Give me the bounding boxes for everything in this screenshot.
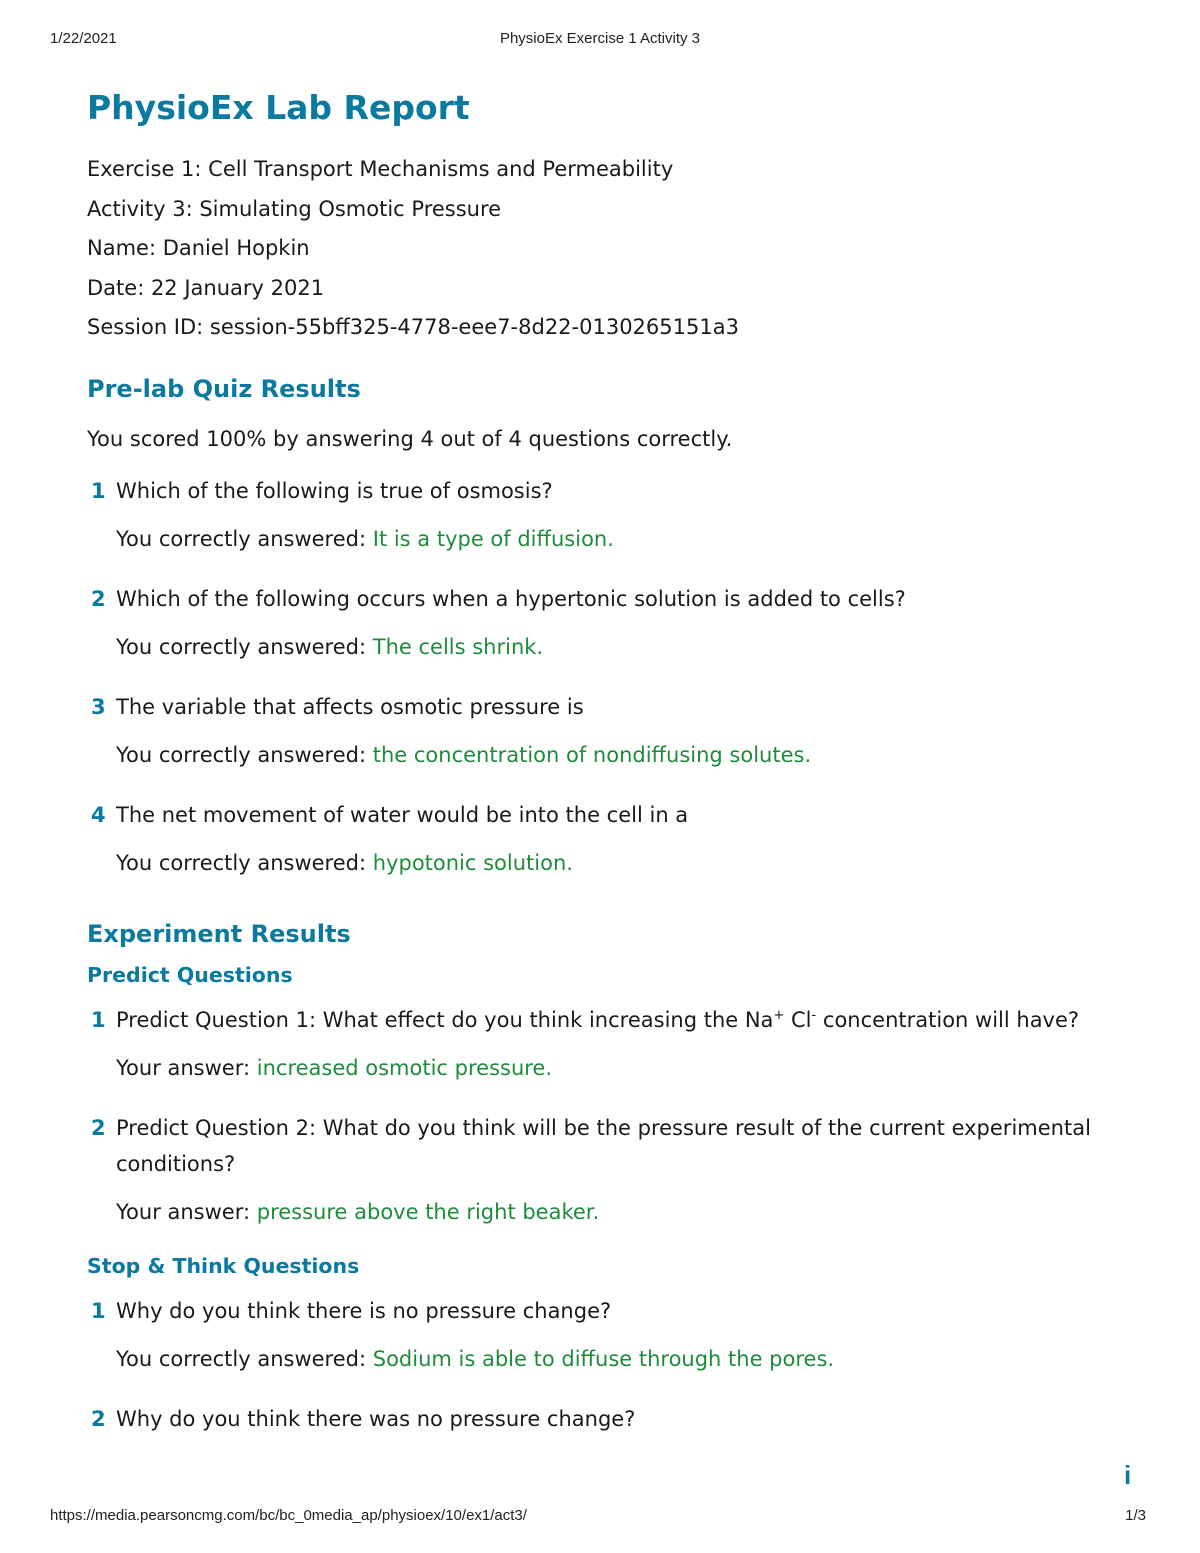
question-number: 1 xyxy=(91,1298,106,1323)
question-number: 2 xyxy=(91,1115,106,1140)
question-text: The variable that affects osmotic pressure is xyxy=(116,694,584,719)
answer-prefix: Your answer: xyxy=(116,1199,251,1224)
stop-think-answer xyxy=(87,1345,1167,1373)
answer-text: increased osmotic pressure. xyxy=(256,1055,553,1080)
answer-text: Sodium is able to diffuse through the pores. xyxy=(372,1346,835,1371)
print-title: PhysioEx Exercise 1 Activity 3 xyxy=(499,30,701,47)
activity-line: Activity 3: Simulating Osmotic Pressure xyxy=(87,196,502,221)
answer-prefix: You correctly answered: xyxy=(116,1346,367,1371)
question-text: Why do you think there is no pressure change? xyxy=(116,1298,612,1323)
info-icon[interactable]: i xyxy=(1124,1460,1132,1490)
stop-think-question xyxy=(87,1401,1167,1437)
predict-question-list xyxy=(87,1002,1167,1226)
prelab-question-list xyxy=(87,473,1167,877)
question-number: 4 xyxy=(91,802,106,827)
stop-think-heading: Stop & Think Questions xyxy=(87,1253,360,1278)
prelab-answer xyxy=(87,525,1167,553)
question-text: Which of the following occurs when a hypertonic solution is added to cells? xyxy=(116,586,906,611)
page-title: PhysioEx Lab Report xyxy=(87,88,470,127)
superscript-minus: - xyxy=(811,1007,817,1023)
prelab-question xyxy=(87,797,1167,833)
answer-prefix: You correctly answered: xyxy=(116,634,367,659)
answer-text: It is a type of diffusion. xyxy=(372,526,614,551)
report-content xyxy=(87,86,1167,1437)
print-url: https://media.pearsoncmg.com/bc/bc_0media_ap/physioex/10/ex1/act3/ xyxy=(50,1507,527,1524)
prelab-question xyxy=(87,689,1167,725)
prelab-score: You scored 100% by answering 4 out of 4 questions correctly. xyxy=(87,426,733,451)
question-number: 1 xyxy=(91,1007,106,1032)
date-line: Date: 22 January 2021 xyxy=(87,275,325,300)
predict-question xyxy=(87,1002,1167,1038)
question-text: Predict Question 2: What do you think will be the pressure result of the current experimental conditions? xyxy=(116,1115,1091,1176)
answer-text: hypotonic solution. xyxy=(372,850,573,875)
question-text: The net movement of water would be into the cell in a xyxy=(116,802,689,827)
question-number: 2 xyxy=(91,1406,106,1431)
question-text: Which of the following is true of osmosis? xyxy=(116,478,553,503)
answer-prefix: Your answer: xyxy=(116,1055,251,1080)
print-page-number: 1/3 xyxy=(1125,1507,1146,1524)
experiment-heading: Experiment Results xyxy=(87,919,351,948)
predict-answer xyxy=(87,1054,1167,1082)
question-number: 3 xyxy=(91,694,106,719)
answer-text: pressure above the right beaker. xyxy=(256,1199,600,1224)
prelab-question xyxy=(87,581,1167,617)
prelab-question xyxy=(87,473,1167,509)
question-number: 2 xyxy=(91,586,106,611)
predict-answer xyxy=(87,1198,1167,1226)
session-line: Session ID: session-55bff325-4778-eee7-8d22-0130265151a3 xyxy=(87,315,739,340)
stop-think-question-list xyxy=(87,1293,1167,1437)
question-text: Why do you think there was no pressure change? xyxy=(116,1406,636,1431)
answer-prefix: You correctly answered: xyxy=(116,742,367,767)
prelab-heading: Pre-lab Quiz Results xyxy=(87,374,361,403)
answer-text: The cells shrink. xyxy=(372,634,544,659)
print-date: 1/22/2021 xyxy=(50,30,117,47)
stop-think-question xyxy=(87,1293,1167,1329)
prelab-answer xyxy=(87,633,1167,661)
answer-text: the concentration of nondiffusing solutes. xyxy=(372,742,812,767)
print-header xyxy=(0,30,1200,52)
print-footer xyxy=(0,1507,1200,1529)
question-text: Predict Question 1: What effect do you think increasing the Na+ Cl- concentration will have? xyxy=(116,1007,1080,1032)
report-meta xyxy=(87,156,1167,354)
answer-prefix: You correctly answered: xyxy=(116,850,367,875)
predict-question xyxy=(87,1110,1167,1182)
superscript-plus: + xyxy=(773,1007,785,1023)
question-number: 1 xyxy=(91,478,106,503)
answer-prefix: You correctly answered: xyxy=(116,526,367,551)
prelab-answer xyxy=(87,849,1167,877)
predict-heading: Predict Questions xyxy=(87,962,293,987)
exercise-line: Exercise 1: Cell Transport Mechanisms and Permeability xyxy=(87,157,674,181)
name-line: Name: Daniel Hopkin xyxy=(87,236,310,261)
prelab-answer xyxy=(87,741,1167,769)
